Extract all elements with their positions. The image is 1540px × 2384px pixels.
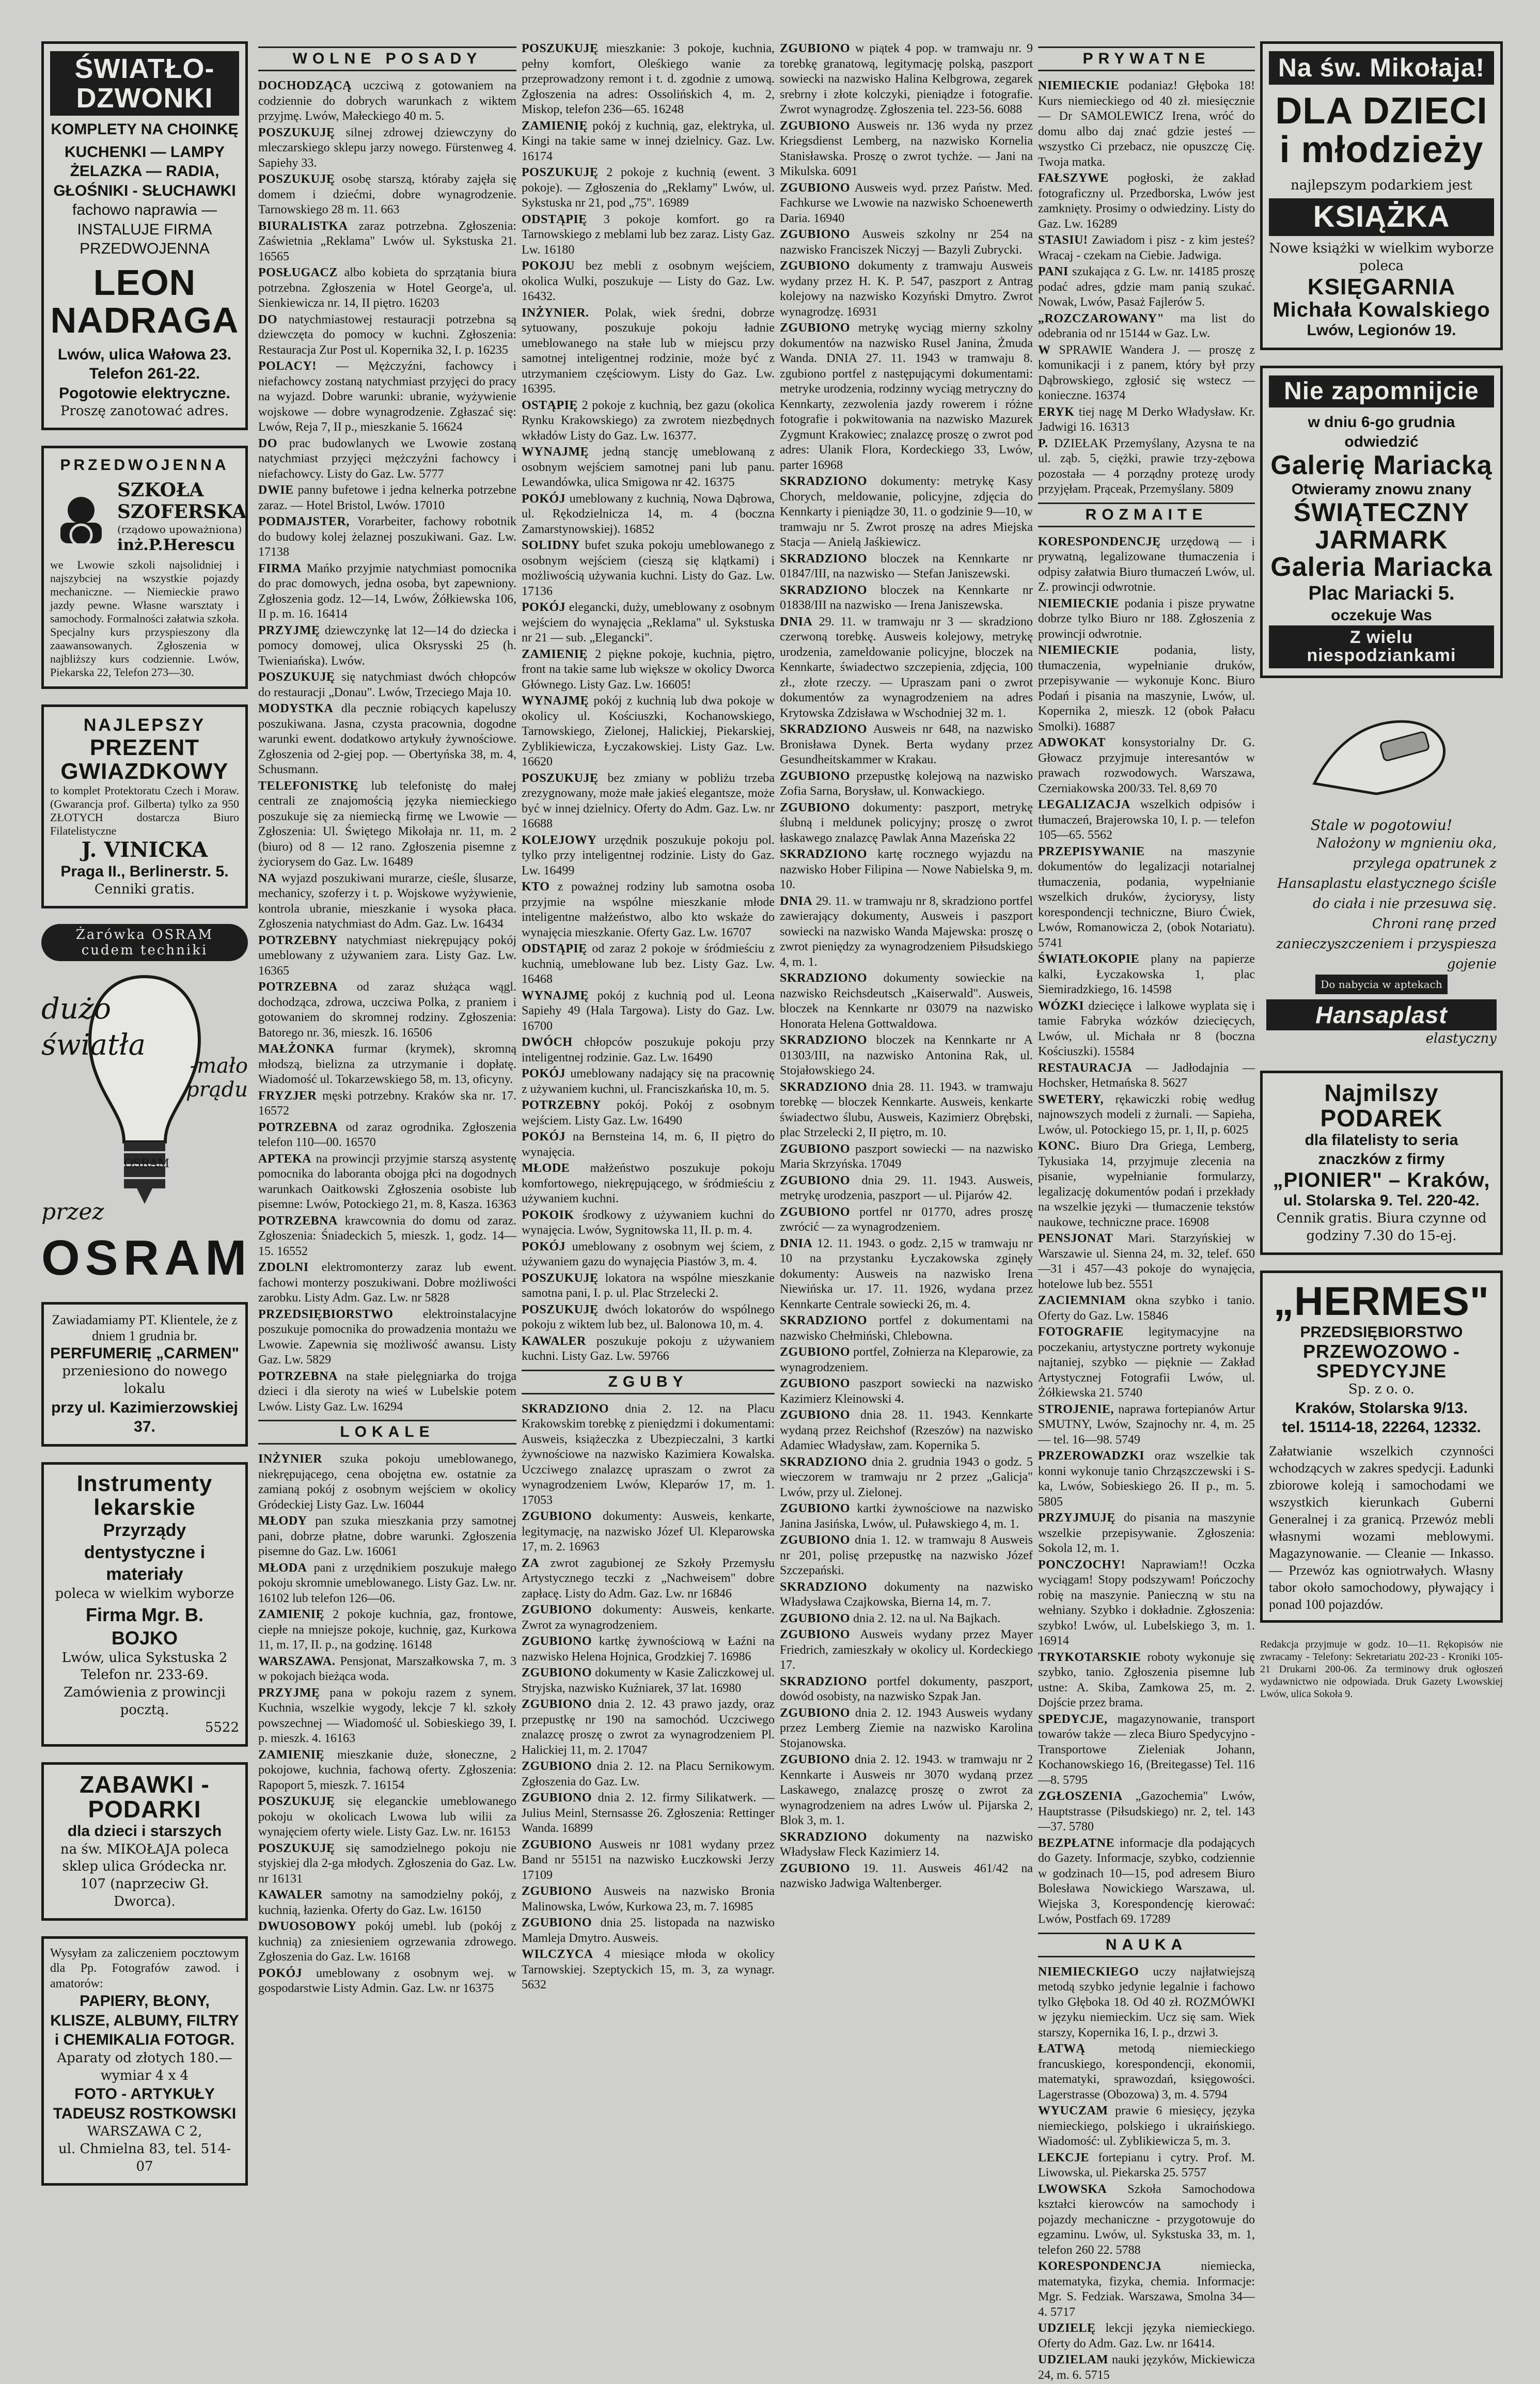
ad-mariacka-body: w dniu 6-go grudnia odwiedzić xyxy=(1308,414,1455,450)
ad-hansaplast-slogan: Stale w pogotowiu! xyxy=(1310,817,1453,834)
classified-ad: WYNAJMĘ jedną stancję umeblowaną z osobnym wejściem samotnej pani lub panu. Lewandówka, ulica Smigowa nr 42. 16375 xyxy=(522,445,775,489)
ad-bojko xyxy=(41,1462,248,1747)
classified-ad: INŻYNIER szuka pokoju umeblowanego, niekrępującego, cena obojętna ew. ostatnie za zamianą pokój z osobnym wejściem w okolicy Gródeckiej Listy Gaz. Lw. 16044 xyxy=(258,1452,516,1512)
classified-ad: DWUOSOBOWY pokój umebl. lub (pokój z kuchnią) za zniesieniem ogrzewania zdrowego. Zgłoszenia do Gaz. Lw. 16168 xyxy=(258,1920,516,1964)
classified-ad: W SPRAWIE Wandera J. — proszę z komunikacji i z panem, który był przy Dąbrowskiego, zgłosić się wstecz — konieczne. 16374 xyxy=(1038,343,1255,402)
ad-nadraga-service: fachowo naprawia — INSTALUJE FIRMA PRZEDWOJENNA xyxy=(72,201,217,258)
classified-ad: ZGUBIONO dokumenty: Ausweis, kenkarte. Zwrot za wynagrodzeniem. xyxy=(522,1603,775,1632)
classified-ad: POKOIK środkowy z używaniem kuchni do wynajęcia. Lwów, Sygnitowska 11, II. p. m. 4. xyxy=(522,1208,775,1237)
classified-ad: POKÓJ umeblowany nadający się na pracownię z używaniem kuchni, ul. Franciszkańska 10, m. 5. xyxy=(522,1067,775,1096)
ad-vinicka-top: NAJLEPSZY xyxy=(83,715,206,735)
classified-ad: FIRMA Mańko przyjmie natychmiast pomocnika do prac domowych, jedna osoba, byt zapewniony. Zgłoszenia godz. 12—14, Lwów, Żółkiewska 106, II p. m. 16. 16414 xyxy=(258,561,516,621)
ad-mariacka-address: Plac Mariacki 5. xyxy=(1308,582,1455,604)
classified-ad: ZGUBIONO Ausweis wyd. przez Państw. Med. Fachkurse we Lwowie na nazwisko Schoenewerth Daria. 16940 xyxy=(780,181,1033,225)
classified-ad: POSZUKUJĘ się natychmiast dwóch chłopców do restauracji „Donau". Lwów, Trzeciego Maja 10. xyxy=(258,670,516,699)
section-heading-zguby: ZGUBY xyxy=(522,1370,775,1394)
classified-ad: NIEMIECKIE podania, listy, tłumaczenia, wypełnianie druków, przepisywanie — wykonuje Konc. Biuro Podań i pisania na maszynie, Lwów, ul. Kopernika 2, mieszk. 12 (obok Pałacu Smolki). 16887 xyxy=(1038,644,1255,733)
classified-ad: SKRADZIONO dokumenty sowieckie na nazwisko Reichsdeutsch „Kaiserwald". Ausweis, bloczek na Kennkarte nr 03079 na nazwisko Honorata Helena Gottwaldowa. xyxy=(780,971,1033,1031)
classified-ad: PONCZOCHY! Naprawiam!! Oczka wyciągam! Stopy podszywam! Pończochy robię na maszynie. Panieczną w stu na wełniany. Szybko i dokładnie. Zgłoszenia: szybko! Lwów, ul. Lubelskiego 3, m. 1. 16914 xyxy=(1038,1558,1255,1648)
ad-bojko-firm: Firma Mgr. B. BOJKO xyxy=(85,1604,204,1649)
ad-osram-bulb-label: OSRAM xyxy=(124,1157,170,1170)
classified-ad: POSZUKUJĘ osobę starszą, któraby zajęła się domem i dziećmi, dobre wynagrodzenie. Tarnowskiego 28 m. 11. 663 xyxy=(258,172,516,216)
ad-hermes-address: Kraków, Stolarska 9/13. xyxy=(1295,1399,1468,1417)
classifieds-list xyxy=(522,1402,775,1993)
classifieds-list xyxy=(1038,1965,1255,2383)
classified-ad: ZGŁOSZENIA „Gazochemia" Lwów, Hauptstrasse (Piłsudskiego) nr. 2, tel. 143—37. 5780 xyxy=(1038,1790,1255,1833)
classified-ad: WYUCZAM prawie 6 miesięcy, języka niemieckiego, polskiego i ukraińskiego. Wiadomość: ul. Zyblikiewicza 5, m. 3. xyxy=(1038,2104,1255,2148)
classified-ad: BIURALISTKA zaraz potrzebna. Zgłoszenia: Zaświetnia „Reklama" Lwów ul. Sykstuska 21. 16565 xyxy=(258,219,516,263)
classified-ad: LEKCJE fortepianu i cytry. Prof. M. Liwowska, ul. Piekarska 25. 5757 xyxy=(1038,2151,1255,2179)
left-ads-column xyxy=(41,41,252,2201)
steering-wheel-icon xyxy=(50,484,112,548)
classified-ad: SWETERY, rękawiczki robię według najnowszych modeli z żurnali. — Sapieha, Lwów, ul. Potockiego 15, pr. 1, II, p. 6025 xyxy=(1038,1092,1255,1137)
ad-hermes-body: Załatwianie wszelkich czynności wchodzących w zakres spedycji. Ładunki zbiorowe koleją i samochodami we wszystkich kierunkach Guberni Generalnej i za granicą. Przewóz mebli własnymi wozami meblowymi. Magazynowanie. — Cleanie — Inkasso. — Przewóz kas ogniotrwałych. Własny tabor około samochodowy, pływający i ponad 100 pojazdów. xyxy=(1269,1443,1494,1612)
classified-ad: ZGUBIONO metrykę wyciąg mierny szkolny dokumentów na nazwisko Rusel Janina, Żmuda Wanda. DNIA 27. 11. 1943 w tramwaju 8. zgubiono portfel z następującymi dokumentami: metryke urodzenia, rodzinny wyciąg metryczny do Kennkarty, zezwolenia jazdy rowerem i różne fotografie i pokwitowania na nazwisko Mazurek Zygmunt Krakowiec; znalazcę proszę o zwrot pod adres: Ulanik Flora, Kordeckiego 33, Lwów, parter 16968 xyxy=(780,321,1033,472)
classified-ad: PANI szukająca z G. Lw. nr. 14185 proszę podać adres, gdzie mam panią szukać. Nowak, Lwów, Pasaż Fajlerów 5. xyxy=(1038,265,1255,309)
classified-ad: ZGUBIONO dnia 2. 12. firmy Silikatwerk. — Julius Meinl, Sternsasse 26. Zgłoszenia: Rettinger Wanda. 16899 xyxy=(522,1791,775,1835)
ad-zabawki-body: na św. MIKOŁAJA poleca sklep ulica Gródecka nr. 107 (naprzeciw Gł. Dworca). xyxy=(60,1841,229,1910)
classified-ad: WÓZKI dziecięce i lalkowe wyplata się i tamie Fabryka wózków dziecięcych, Lwów, ul. Michała nr 8 (boczna Kościuszki). 15584 xyxy=(1038,999,1255,1058)
classified-ad: SKRADZIONO dokumenty: metrykę Kasy Chorych, meldowanie, policyjne, zdjęcia do Kennkarty i pieniądze 30, 11. o godzinie 9—10, w tramwaju nr 5. Zwrot proszę na adres Miejska Stacja — Anielą Jaśkiewicz. xyxy=(780,475,1033,549)
classified-ad: POSZUKUJĘ 2 pokoje z kuchnią (ewent. 3 pokoje). — Zgłoszenia do „Reklamy" Lwów, ul. Sykstuska nr 21, pod „75". 16989 xyxy=(522,166,775,210)
classified-ad: DOCHODZĄCĄ uczciwą z gotowaniem na codziennie do dobrych warunkach z wiktem przyjmę. Lwów, Małeckiego 40 m. 5. xyxy=(258,79,516,123)
classified-ad: DWIE panny bufetowe i jedna kelnerka potrzebne zaraz. — Hotel Bristol, Lwów. 17010 xyxy=(258,483,516,512)
classified-ad: SKRADZIONO portfel z dokumentami na nazwisko Chełmiński, Chlebowna. xyxy=(780,1314,1033,1343)
classified-ad: SKRADZIONO bloczek na Kennkarte nr 01847/III, na nazwisko — Stefan Janiszewski. xyxy=(780,552,1033,581)
ad-mikolaj-shop: KSIĘGARNIA xyxy=(1307,274,1456,300)
classified-ad: NIEMIECKIE podaniaz! Głęboka 18! Kurs niemieckiego od 40 zł. miesięcznie — Dr SAMOLEWICZ Irena, wróć do domu albo daj znać gdzie jesteś — wszystko Ci przebacz, nie opuszczę Cię. Twoja matka. xyxy=(1038,79,1255,169)
classified-ad: ZGUBIONO Ausweis wydany przez Mayer Friedrich, zamieszkały w okolicy ul. Kordeckiego 17. xyxy=(780,1628,1033,1672)
classified-ad: PRZEROWADZKI oraz wszelkie tak konni wykonuje tanio Chrząszczewski i S-ka, Lwów, Sobieskiego 26. II p., m. 5. 5805 xyxy=(1038,1449,1255,1509)
section-heading-prywatne: PRYWATNE xyxy=(1038,46,1255,71)
classified-ad: POTRZEBNA od zaraz ogrodnika. Zgłoszenia telefon 110—00. 16570 xyxy=(258,1120,516,1149)
ad-nadraga xyxy=(41,41,248,430)
classified-ad: ZGUBIONO Ausweis nr 1081 wydany przez Band nr 55151 na nazwisko Łuczkowski Jerzy 17109 xyxy=(522,1838,775,1882)
ad-mikolaj-owner: Michała Kowalskiego xyxy=(1272,299,1490,322)
classified-ad: ZAMIENIĘ 2 pokoje kuchnia, gaz, frontowe, ciepłe na mniejsze pokoje, kuchnię, gaz, Kurkowa 11, m. 17, II. p., na godzinę. 16148 xyxy=(258,1608,516,1652)
classified-ad: PRZEDSIĘBIORSTWO elektroinstalacyjne poszukuje pomocnika do prowadzenia montażu we Lwowie. Zapewnia się możliwość awansu. Listy Gaz. Lw. 5829 xyxy=(258,1307,516,1367)
ad-nadraga-subtitle: KOMPLETY NA CHOINKĘ xyxy=(51,121,239,138)
classified-ad: TRYKOTARSKIE roboty wykonuje się szybko, tanio. Zgłoszenia pisemne lub ustne: A. Skiba, Zamkowa 25, m. 2. Dojście przez brama. xyxy=(1038,1650,1255,1709)
classified-ad: ERYK tiej nagę M Derko Władysław. Kr. Jadwigi 16. 16313 xyxy=(1038,405,1255,434)
classified-ad: POKÓJ elegancki, duży, umeblowany z osobnym wejściem do wynajęcia „Reklama" ul. Sykstuska nr 21 — sub. „Elegancki". xyxy=(522,601,775,645)
classified-ad: DO prac budowlanych we Lwowie zostaną natychmiast przyjęci mężczyźni fachowcy i niefachowcy. Listy do Gaz. Lw. 5777 xyxy=(258,436,516,481)
ad-mikolaj-title: Na św. Mikołaja! xyxy=(1269,51,1494,85)
classified-ad: ŚWIATŁOKOPIE plany na papierze kalki, Łyczakowska 1, plac Siemiradzkiego, 16. 14598 xyxy=(1038,952,1255,996)
classified-ad: KTO z poważnej rodziny lub samotna osoba przyjmie na wspólne mieszkanie młode inteligentne małżeństwo, albo kto wskaże do wynajęcia mieszkanie. Oferty Gaz. Lw. 16707 xyxy=(522,880,775,939)
classified-ad: ZGUBIONO Ausweis na nazwisko Bronia Malinowska, Lwów, Kurkowa 23, m. 7. 16985 xyxy=(522,1885,775,1914)
classified-ad: SKRADZIONO bloczek na Kennkarte nr A 01303/III, na nazwisko Antonina Rak, ul. Stojałowskiego 24. xyxy=(780,1033,1033,1077)
ad-osram-banner: Żarówka OSRAM cudem techniki xyxy=(41,924,248,961)
classified-ad: PODMAJSTER, Vorarbeiter, fachowy robotnik do budowy kolej żelaznej poszukiwani. Gaz. Lw. 17138 xyxy=(258,515,516,559)
ad-mariacka-body2: Otwieramy znowu znany xyxy=(1291,480,1472,498)
classified-ad: PENSJONAT Mari. Starzyńskiej w Warszawie ul. Sienna 24, m. 32, telef. 650—31 i 457—43 pokoje do wynajęcia, hotelowe lub bez. 5551 xyxy=(1038,1232,1255,1291)
classifieds-list xyxy=(1038,79,1255,497)
classified-ad: SKRADZIONO dnia 28. 11. 1943. w tramwaju torebkę — bloczek Kennkarte. Ausweis, kenkarte świadectwo ślubu, Ausweis, Kazimierz Obrębski, plac Strzelecki 2, II piętro, m. 10. xyxy=(780,1080,1033,1139)
classified-ad: OSTĄPIĘ 2 pokoje z kuchnią, bez gazu (okolica Rynku Krakowskiego) za zwrotem niezbędnych wkładów Listy do Gaz. Lw. 16377. xyxy=(522,398,775,443)
classified-ad: ZGUBIONO portfel, Zołnierza na Kleparowie, za wynagrodzeniem. xyxy=(780,1345,1033,1374)
classified-ad: KONC. Biuro Dra Griega, Lemberg, Tykusiaka 14, przyjmuje zlecenia na pisanie, wypełnianie formularzy, legalizację dokumentów podań i przekłady na wszelkie języki — tłumaczenie tekstów naukowe, techniczne prace. 16908 xyxy=(1038,1139,1255,1229)
ad-pionier-title: Najmilszy PODAREK xyxy=(1320,1079,1443,1132)
ad-vinicka-firm: J. VINICKA xyxy=(81,837,208,862)
ad-rostkowski-items: PAPIERY, BŁONY, KLISZE, ALBUMY, FILTRY i CHEMIKALIA FOTOGR. xyxy=(50,1993,239,2049)
classified-ad: ZGUBIONO kartki żywnościowe na nazwisko Janina Jasińska, Lwów, ul. Puławskiego 4, m. 1. xyxy=(780,1502,1033,1531)
ad-hermes xyxy=(1260,1271,1503,1623)
ad-hansaplast xyxy=(1260,694,1503,1055)
column-zguby xyxy=(780,41,1033,1893)
ad-bojko-num: 5522 xyxy=(205,1719,239,1735)
section-heading-lokale: LOKALE xyxy=(258,1420,516,1445)
classified-ad: STROJENIE, naprawa fortepianów Artur SMUTNY, Lwów, Szajnochy nr. 4, m. 25 — tel. 16—98. 5749 xyxy=(1038,1402,1255,1447)
ad-osram xyxy=(41,924,252,1287)
ad-hansaplast-badge: Do nabycia w aptekach xyxy=(1315,975,1447,994)
classified-ad: NIEMIECKIEGO uczy najłatwiejszą metodą szybko jedynie legalnie i fachowo tylko Głęboka 18. Od 40 zł. ROZMÓWKI w języku niemieckim. Ucz się sam. Wiek starszy, Kopernika 16, I. p., drzwi 3. xyxy=(1038,1965,1255,2040)
classified-ad: SPEDYCJE, magazynowanie, transport towarów także — zleca Biuro Spedycyjno - Transportowe Zieleniak Johann, Kochanowskiego 16, (Breitegasse) Tel. 116—8. 5795 xyxy=(1038,1712,1255,1787)
ad-rostkowski-body: Wysyłam za zaliczeniem pocztowym dla Pp. Fotografów zawod. i amatorów: xyxy=(50,1946,239,1990)
classified-ad: FRYZJER męski potrzebny. Kraków ska nr. 17. 16572 xyxy=(258,1089,516,1118)
ad-hansaplast-brand: Hansaplast xyxy=(1266,999,1497,1030)
ad-hermes-title: „HERMES" xyxy=(1274,1278,1489,1324)
ad-hansaplast-brand-sub: elastyczny xyxy=(1425,1031,1497,1047)
classified-ad: POKÓJ umeblowany z osobnym wej ściem, z używaniem gazu do wynajęcia Piastów 3, m. 4. xyxy=(522,1240,775,1268)
classified-ad: MODYSTKA dla pecznie robiących kapeluszy poszukiwana. Jasna, czysta pracownia, dogodne warunki ewent. dodatkowo artykuły żywnościowe. Zgłoszenia od 2-giej pop. — Obertyńska 38, m. 4, Schusmann. xyxy=(258,702,516,776)
classified-ad: ODSTĄPIĘ od zaraz 2 pokoje w śródmieściu z kuchnią, umeblowane lub bez. Listy Gaz. Lw. 16468 xyxy=(522,942,775,986)
classified-ad: POTRZEBNA od zaraz służąca wągl. dochodząca, zdrowa, uczciwa Polka, z praniem i gotowaniem do skromnej rodziny. Zgłoszenia: Batorego nr. 36, mieszk. 16. 16506 xyxy=(258,980,516,1040)
ad-pionier-body: dla filatelisty to seria znaczków z firmy xyxy=(1305,1131,1458,1168)
ad-rostkowski-firm1: FOTO - ARTYKUŁY xyxy=(74,2085,215,2103)
ad-hermes-sub2: PRZEWOZOWO - SPEDYCYJNE xyxy=(1303,1341,1460,1382)
classified-ad: ODSTĄPIĘ 3 pokoje komfort. go ra Tarnowskiego z meblami lub bez zaraz. Listy Gaz. Lw. 16180 xyxy=(522,212,775,257)
classified-ad: MŁODE małżeństwo poszukuje pokoju komfortowego, niekrępującego, w śródmieściu z używaniem kuchni. xyxy=(522,1162,775,1205)
ad-osram-przez: przez xyxy=(41,1198,104,1225)
ad-carmen-address: przy ul. Kazimierzowskiej 37. xyxy=(51,1399,238,1436)
ad-szkola-body: we Lwowie szkoli najsolidniej i najszybciej na wszystkie pojazdy mechaniczne. — Niemieckie prawo jazdy pewne. Własne warsztaty i samochody. Formalności załatwia szkoła. Specjalny kurs przyspieszony dla zaawansowanych. Zgłoszenia w najbliższy kurs codziennie. Lwów, Piekarska 22, Telefon 273—30. xyxy=(50,558,239,679)
classified-ad: SKRADZIONO portfel dokumenty, paszport, dowód osobisty, na nazwisko Szpak Jan. xyxy=(780,1674,1033,1703)
classified-ad: TELEFONISTKĘ lub telefonistę do małej centrali ze znajomością języka niemieckiego poszukuje się za niemiecką firmę we Lwowie — Zgłoszenia: Ul. Świętego Mikołaja nr. 11, m. 2 (biuro) od 8 — 12 rano. Zgłoszenia pisemne z życiorysem do Gaz. Lw. 16489 xyxy=(258,779,516,869)
imprint: Redakcja przyjmuje w godz. 10—11. Rękopisów nie zwracamy - Telefony: Sekretariatu 202-23 - Kroniki 105-21 Drukarni 200-06. Za terminowy druk ogłoszeń wydawnictwo nie odpowiada. Druk Gazety Lwowskiej Lwów, ulica Sokoła 9. xyxy=(1260,1638,1503,1700)
classified-ad: ZGUBIONO dnia 25. listopada na nazwisko Mamleja Dmytro. Ausweis. xyxy=(522,1916,775,1945)
ad-rostkowski xyxy=(41,1936,248,2186)
classified-ad: „ROZCZAROWANY" ma list do odebrania od nr 15144 w Gaz. Lw. xyxy=(1038,311,1255,340)
ad-osram-line2: światła xyxy=(41,1028,146,1062)
ad-mikolaj-title2: DLA DZIECI i młodzieży xyxy=(1275,90,1488,171)
ad-mikolaj-body: najlepszym podarkiem jest xyxy=(1291,177,1472,193)
classified-ad: NA wyjazd poszukiwani murarze, cieśle, ślusarze, mechanicy, szoferzy i t. p. Wojskowe wyżywienie, kontrola ubranie, mieszkanie i wysoka płaca. Zgłoszenia natychmiast do Adm. Gaz. Lw. 16434 xyxy=(258,871,516,931)
ad-carmen xyxy=(41,1302,248,1447)
classified-ad: POTRZEBNY pokój. Pokój z osobnym wejściem. Listy Gaz. Lw. 16490 xyxy=(522,1099,775,1127)
classified-ad: DWÓCH chłopców poszukuje pokoju przy inteligentnej rodzinie. Gaz. Lw. 16490 xyxy=(522,1036,775,1064)
classified-ad: POSZUKUJĘ się samodzielnego pokoju nie styjskiej dla 2-ga młodych. Zgłoszenia do Gaz. Lw. nr 16131 xyxy=(258,1841,516,1886)
ad-hermes-sub3: Sp. z o. o. xyxy=(1348,1381,1415,1397)
classified-ad: POSZUKUJĘ mieszkanie: 3 pokoje, kuchnia, pełny komfort, Oleśkiego wanie za przeprowadzony remont i t. d. zgodnie z umową. Zgłoszenia na adres: Ossolińskich 4, m. 2, Miskop, telefon 236—65. 16248 xyxy=(522,42,775,116)
classified-ad: SOLIDNY bufet szuka pokoju umeblowanego z osobnym wejściem (cieszą się klątkami) i możliwością używania kuchni. Listy do Gaz. Lw. 17136 xyxy=(522,539,775,598)
classified-ad: ZGUBIONO dokumenty w Kasie Zaliczkowej ul. Stryjska, nazwisko Kuźniarek, 37 lat. 16980 xyxy=(522,1666,775,1695)
ad-vinicka-address: Praga II., Berlinerstr. 5. xyxy=(60,862,229,880)
classified-ad: ZGUBIONO dnia 2. 12. 1943 Ausweis wydany przez Lemberg Ziemie na nazwisko Karolina Stojanowska. xyxy=(780,1706,1033,1750)
classified-ad: ŁATWĄ metodą niemieckiego francuskiego, korespondencji, ekonomii, matematyki, sprawozdań, księgowości. Lagerstrasse (Obozowa) 3, m. 4. 5794 xyxy=(1038,2042,1255,2101)
classified-ad: ZGUBIONO paszport sowiecki — na nazwisko Maria Skrzyńska. 17049 xyxy=(780,1142,1033,1171)
ad-mariacka-note: oczekuje Was xyxy=(1331,607,1432,624)
classifieds-list xyxy=(780,41,1033,1892)
ad-mariacka-note2: Z wielu niespodziankami xyxy=(1269,625,1494,668)
classified-ad: FAŁSZYWE pogłoski, że zakład fotograficzny ul. Przedborska, Lwów jest zamknięty. Prosimy o odwiedziny. Listy do Gaz. Lw. 16289 xyxy=(1038,171,1255,231)
classified-ad: DNIA 29. 11. w tramwaju nr 8, skradziono portfel zawierający dokumenty, Ausweis i paszport sowiecki na nazwisko Wanda Majewska: proszę o zwrot pieniędzy za wynagrodzeniem Piłsudskiego 4, m. 1. xyxy=(780,894,1033,969)
classified-ad: ZAMIENIĘ 2 piękne pokoje, kuchnia, piętro, front na takie same lub większe w okolicy Dworca Głównego. Listy Gaz. Lw. 16605! xyxy=(522,647,775,692)
ad-osram-line1: dużo xyxy=(41,992,112,1026)
ad-vinicka-body: to komplet Protektoratu Czech i Moraw. (Gwarancja prof. Gilberta) tylko za 950 ZŁOTYCH dostarcza Biuro Filatelistyczne xyxy=(50,783,239,837)
ad-vinicka xyxy=(41,704,248,908)
classified-ad: PRZYJMĘ pana w pokoju razem z synem. Kuchnia, wszelkie wygody, lekcje 7 kl. szkoły powszechnej — Wiadomość ul. Sobieskiego 39, I. p. mieszk. 4. 16163 xyxy=(258,1686,516,1745)
hand-bandage-icon xyxy=(1304,701,1459,817)
ad-mikolaj-body2: Nowe książki w wielkim wyborze poleca xyxy=(1269,241,1494,274)
section-heading-rozmaite: ROZMAITE xyxy=(1038,503,1255,527)
classified-ad: WARSZAWA. Pensjonat, Marszałkowska 7, m. 3 w pokojach bieżąca woda. xyxy=(258,1654,516,1683)
classifieds-list xyxy=(1038,535,1255,1927)
classified-ad: POSZUKUJĘ silnej zdrowej dziewczyny do mleczarskiego sklepu jarzy nowego. Fürstenweg 4. Sapiehy 33. xyxy=(258,126,516,170)
ad-szkola-owner: inż.P.Herescu xyxy=(117,536,235,554)
classified-ad: POSŁUGACZ albo kobieta do sprzątania biura potrzebna. Zgłoszenia w Hotel George'a, ul. Sienkiewicza nr. 14, II piętro. 16203 xyxy=(258,266,516,310)
classified-ad: SKRADZIONO dokumenty na nazwisko Władysława Czajkowska, Bierna 14, m. 7. xyxy=(780,1580,1033,1609)
classified-ad: POSZUKUJĘ bez zmiany w pobliżu trzeba zrezygnowany, może małe jakieś elegantsze, może być w innej dzielnicy. Oferty do Adm. Gaz. Lw. nr 16688 xyxy=(522,771,775,830)
ad-osram-brand: OSRAM xyxy=(41,1230,252,1285)
classified-ad: ZGUBIONO Ausweis szkolny nr 254 na nazwisko Franciszek Niczyj — Bazyli Zubrycki. xyxy=(780,228,1033,257)
classified-ad: POSZUKUJĘ lokatora na wspólne mieszkanie samotna pani, I. p. ul. Plac Strzelecki 2. xyxy=(522,1271,775,1300)
classified-ad: POKÓJ na Bernsteina 14, m. 6, II piętro do wynajęcia. xyxy=(522,1130,775,1159)
classified-ad: POSZUKUJĘ dwóch lokatorów do wspólnego pokoju z wiktem lub bez, ul. Balonowa 10, m. 4. xyxy=(522,1303,775,1331)
classified-ad: ZAMIENIĘ pokój z kuchnią, gaz, elektryka, ul. Kingi na takie same w innej dzielnicy. Gaz. Lw. 16174 xyxy=(522,119,775,163)
classified-ad: LWOWSKA Szkoła Samochodowa kształci kierowców na samochody i pojazdy mechaniczne - przygotowuje do egzaminu. Lwów, ul. Sykstuska 33, m. 1, telefon 260 22. 5788 xyxy=(1038,2182,1255,2257)
ad-carmen-body2: przeniesiono do nowego lokalu xyxy=(62,1363,227,1397)
classified-ad: SKRADZIONO Ausweis nr 648, na nazwisko Bronisława Dynek. Berta wydany przez Gesundheitskammer w Krakau. xyxy=(780,723,1033,766)
classified-ad: ZGUBIONO dnia 29. 11. 1943. Ausweis, metrykę urodzenia, paszport — ul. Pijarów 42. xyxy=(780,1173,1033,1202)
classified-ad: MŁODY pan szuka mieszkania przy samotnej pani, dobrze płatne, dobre warunki. Zgłoszenia pisemne do Gaz. Lw. 16061 xyxy=(258,1514,516,1558)
ad-pionier xyxy=(1260,1071,1503,1255)
column-lokale xyxy=(522,41,775,1994)
ad-zabawki-title: ZABAWKI - PODARKI xyxy=(80,1770,210,1823)
ad-mariacka xyxy=(1260,366,1503,678)
classified-ad: DO natychmiastowej restauracji potrzebna są dziewczęta do pomocy w kuchni. Zgłoszenia: Restauracja Zur Post ul. Kopernika 32, I. p. 16235 xyxy=(258,312,516,357)
classified-ad: SKRADZIONO kartę rocznego wyjazdu na nazwisko Hober Filipina — Nowe Nabielska 9, m. 10. xyxy=(780,848,1033,891)
classified-ad: ZGUBIONO dnia 2. 12. na ul. Na Bajkach. xyxy=(780,1611,1001,1625)
classified-ad: NIEMIECKIE podania i pisze prywatne dobrze tylko Biuro nr 188. Zgłoszenia z prowincji odwrotnie. xyxy=(1038,597,1255,641)
classified-ad: WILCZYCA 4 miesiące młoda w okolicy Tarnowskiej. Szeptyckich 15, m. 3, za wynagr. 5632 xyxy=(522,1948,775,1991)
ad-szkola-title: SZKOŁA SZOFERSKA xyxy=(117,479,247,523)
right-ads-column xyxy=(1260,41,1503,1700)
classified-ad: UDZIELAM nauki języków, Mickiewicza 24, m. 6. 5715 xyxy=(1038,2353,1255,2382)
classified-ad: UDZIELĘ lekcji języka niemieckiego. Oferty do Adm. Gaz. Lw. nr 16414. xyxy=(1038,2322,1255,2350)
classified-ad: POTRZEBNA na stałe pielęgniarka do trojga dzieci i dla sieroty na wieś w Lubelskie potem Lwów. Listy Gaz. Lw. 16294 xyxy=(258,1369,516,1414)
ad-vinicka-note: Cenniki gratis. xyxy=(94,882,195,898)
ad-zabawki xyxy=(41,1762,248,1921)
classified-ad: DNIA 29. 11. w tramwaju nr 3 — skradziono czerwoną torebkę. Ausweis kolejowy, metrykę urodzenia, zameldowanie policyjne, bloczek na Kennkarte, świadectwo szczepienia, zdjęcia, 100 zł., złote rzeczy. — Upraszam pani o zwrot dokumentów za wynagrodzeniem na adres Krytowska Zdzisława w Wschodniej 32 m. 1. xyxy=(780,615,1033,720)
ad-mikolaj xyxy=(1260,41,1503,350)
classified-ad: POKÓJ umeblowany z kuchnią, Nowa Dąbrowa, ul. Rękodzielnicza 14, m. 4 (boczna Zamarstynowskiej). 16852 xyxy=(522,492,775,536)
classifieds-list xyxy=(522,41,775,1364)
classified-ad: ZDOLNI elektromonterzy zaraz lub ewent. fachowi monterzy poszukiwani. Dobre możliwości zarobku. Listy Adm. Gaz. Lw. nr 5828 xyxy=(258,1261,516,1305)
classified-ad: ZGUBIONO dnia 28. 11. 1943. Kennkarte wydaną przez Reichshof (Rzeszów) na nazwisko Adamiec Władysław, zam. Kopernika 5. xyxy=(780,1408,1033,1452)
classified-ad: KOLEJOWY urzędnik poszukuje pokoju pol. tylko przy inteligentnej rodzinie. Listy do Gaz. Lw. 16499 xyxy=(522,833,775,877)
classified-ad: MŁODA pani z urzędnikiem poszukuje małego pokoju skromnie umeblowanego. Listy Gaz. Lw. nr. 16102 lub telefon 126—06. xyxy=(258,1561,516,1605)
classified-ad: WYNAJMĘ pokój z kuchnią lub dwa pokoje w okolicy ul. Kościuszki, Kochanowskiego, Tarnowskiego, Zielonej, Halickiej, Piekarskiej, Zyblikiewicza, Łyczakowskiej. Listy Gaz. Lw. 16620 xyxy=(522,694,775,768)
classified-ad: ZA zwrot zagubionej ze Szkoły Przemysłu Artystycznego teczki z „Nachweisem" dobre zapłacę. Listy do Adm. Gaz. Lw. nr 16846 xyxy=(522,1556,775,1601)
ad-mariacka-title: Nie zapomnijcie xyxy=(1269,375,1494,407)
classified-ad: APTEKA na prowincji przyjmie starszą asystentę pomocnika do laboranta obojga płci na dogodnych warunkach Oaitkowski Zgłoszenia osobiste lub pisemne: Lwów, Potockiego 21, m. 8, Kasza. 16363 xyxy=(258,1152,516,1211)
ad-nadraga-firm: LEON NADRAGA xyxy=(50,262,239,341)
classified-ad: STASIU! Zawiadom i pisz - z kim jesteś? Wracaj - czekam na Ciebie. Jadwiga. xyxy=(1038,233,1255,262)
ad-nadraga-title: ŚWIATŁO-DZWONKI xyxy=(50,51,239,116)
classified-ad: P. DZIEŁAK Przemyślany, Azysna te na ul. ząb. 5, ciężki, prawie trzy-zębowa pozostała — 4 porządny protezę urody przyjęłam. Prąceak, Przemyślany. 5809 xyxy=(1038,436,1255,496)
ad-mariacka-gallery: Galerię Mariacką xyxy=(1270,450,1492,481)
ad-carmen-body: Zawiadamiamy PT. Klientele, że z dniem 1 grudnia br. xyxy=(52,1312,238,1343)
classified-ad: RESTAURACJA — Jadłodajnia — Hochsker, Hetmańska 8. 5627 xyxy=(1038,1061,1255,1090)
classified-ad: ZGUBIONO dnia 2. 12. na Placu Sernikowym. Zgłoszenia do Gaz. Lw. xyxy=(522,1760,775,1789)
ad-rostkowski-firm: TADEUSZ ROSTKOWSKI xyxy=(53,2105,237,2122)
classified-ad: ZGUBIONO paszport sowiecki na nazwisko Kazimierz Kleinowski 4. xyxy=(780,1377,1033,1406)
classified-ad: PRZYJMĘ dziewczynkę lat 12—14 do dziecka i pomocy domowej, ulica Oksrysski 25 (h. Twieniańska). Lwów. xyxy=(258,623,516,668)
ad-hermes-sub: PRZEDSIĘBIORSTWO xyxy=(1300,1323,1463,1341)
classified-ad: ZGUBIONO dokumenty z tramwaju Ausweis wydany przez H. K. P. 547, paszport z Antrag kolejowy na nazwisko Kozyński Dmytro. Zwrot wynagrodzę. 16931 xyxy=(780,259,1033,319)
classified-ad: KORESPONDENCJĘ urzędową — i prywatną, legalizowane tłumaczenia i odpisy załatwia Biuro tłumaczeń Lwów, ul. Z. prowincji odwrotnie. xyxy=(1038,535,1255,594)
classified-ad: WYNAJMĘ pokój z kuchnią pod ul. Leona Sapiehy 49 (Hala Targowa). Listy do Gaz. Lw. 16700 xyxy=(522,989,775,1033)
column-prywatne xyxy=(1038,41,1255,2384)
classified-ad: SKRADZIONO dokumenty na nazwisko Władysław Fleck Kazimierz 14. xyxy=(780,1830,1033,1859)
classified-ad: INŻYNIER. Polak, wiek średni, dobrze sytuowany, poszukuje pokoju ładnie umeblowanego na stałe lub w miejscu przy samotnej inteligentnej rodzinie, może być z utrzymaniem częściowym. Listy do Gaz. Lw. 16395. xyxy=(522,306,775,396)
ad-bojko-body: poleca w wielkim wyborze xyxy=(55,1586,234,1602)
classified-ad: ZGUBIONO 19. 11. Ausweis 461/42 na nazwisko Jadwiga Waltenberger. xyxy=(780,1861,1033,1890)
classified-ad: ZGUBIONO Ausweis nr. 136 wyda ny przez Kriegsdienst Lemberg, na nazwisko Kornelia Stanisławska. Proszę o zwrot tychże. — Jani na Mikulska. 6091 xyxy=(780,119,1033,178)
ad-bojko-title: Instrumenty lekarskie xyxy=(76,1470,213,1520)
classifieds-list xyxy=(258,1452,516,1997)
classified-ad: SKRADZIONO dnia 2. 12. na Placu Krakowskim torebkę z pieniędzmi i dokumentami: Ausweis, książeczka z Ubezpieczalni, 3 kartki żywnościowe na nazwisko Kazimiera Kowalska. Uczciwego znalazcę upraszam o zwrot za wynagrodzeniem Lwów, Kleparów 17, m. 1. 17053 xyxy=(522,1402,775,1507)
ad-mariacka-gallery2: Galeria Mariacka xyxy=(1270,552,1492,583)
classified-ad: ZACIEMNIAM okna szybko i tanio. Oferty do Gaz. Lw. 15846 xyxy=(1038,1294,1255,1323)
ad-nadraga-address: Lwów, ulica Wałowa 23. Telefon 261-22. xyxy=(57,346,232,383)
ad-szkola-top: PRZEDWOJENNA xyxy=(60,457,229,474)
classified-ad: ZAMIENIĘ mieszkanie duże, słoneczne, 2 pokojowe, kuchnia, fachową oferty. Zgłoszenia: Rapoport 5, mieszk. 7. 16154 xyxy=(258,1748,516,1792)
section-heading-wolne-posady: WOLNE POSADY xyxy=(258,46,516,71)
ad-bojko-title2: Przyrządy dentystyczne i materiały xyxy=(84,1520,206,1585)
ad-bojko-address: Lwów, ulica Sykstuska 2 Telefon nr. 233-69. xyxy=(61,1650,228,1683)
ad-nadraga-items: KUCHENKI — LAMPY ŻELAZKA — RADIA, GŁOŚNIKI - SŁUCHAWKI xyxy=(53,143,236,199)
classified-ad: MAŁŻONKA furmar (krymek), skromną młodszą, bielizna za utrzymanie i dopłatę. Wiadomość ul. Tokarzewskiego 58, m. 13, oficyny. xyxy=(258,1042,516,1086)
ad-mariacka-fair2: JARMARK xyxy=(1315,525,1448,554)
classified-ad: KAWALER samotny na samodzielny pokój, z kuchnią, łazienka. Oferty do Gaz. Lw. 16150 xyxy=(258,1888,516,1917)
section-heading-nauka: NAUKA xyxy=(1038,1933,1255,1957)
ad-zabawki-sub: dla dzieci i starszych xyxy=(67,1823,222,1840)
ad-hansaplast-body: Nałożony w mgnieniu oka, przylega opatrunek z Hansaplastu elastycznego ściśle do ciała i nie przesuwa się. Chroni ranę przed zanieczyszczeniem i przyspiesza gojenie xyxy=(1276,836,1497,973)
classified-ad: PRZEPISYWANIE na maszynie dokumentów do legalizacji notarialnej tłumaczenia, podania, wypełnianie wszelkich druków, życiorysy, listy korespondencji techniczne, Biuro Ćwiek, Lwów, Romanowicza 2, (obok Notariatu). 5741 xyxy=(1038,844,1255,950)
classified-ad: FOTOGRAFIE legitymacyjne na poczekaniu, artystyczne portrety wykonuje najtaniej, szybko — pięknie — Zakład Artystycznej Fotografii Lwów, ul. Żółkiewska 21. 5740 xyxy=(1038,1325,1255,1400)
classified-ad: ADWOKAT konsystorialny Dr. G. Głowacz przyjmuje interesantów w prawach rozwodowych. Warszawa, Czerniakowska 200/33. Tel. 8,69 70 xyxy=(1038,736,1255,795)
ad-hermes-tel: tel. 15114-18, 22264, 12332. xyxy=(1282,1419,1481,1436)
column-wolne-posady xyxy=(258,41,516,1998)
classified-ad: POTRZEBNY natychmiast niekrępujący pokój umeblowany z używaniem zara. Listy Gaz. Lw. 16365 xyxy=(258,933,516,978)
ad-vinicka-title: PREZENT GWIAZDKOWY xyxy=(60,735,229,785)
ad-pionier-firm: „PIONIER" – Kraków, xyxy=(1272,1168,1490,1191)
classified-ad: KORESPONDENCJA niemiecka, matematyka, fizyka, chemia. Informacje: Mgr. S. Fedziak. Warszawa, Smolna 34—4. 5717 xyxy=(1038,2260,1255,2319)
ad-rostkowski-price: Aparaty od złotych 180.— wymiar 4 x 4 xyxy=(57,2050,232,2083)
classified-ad: POTRZEBNA krawcownia do domu od zaraz. Zgłoszenia: Śniadeckich 5, mieszk. 1, godz. 14—15. 16552 xyxy=(258,1214,516,1258)
ad-rostkowski-address: WARSZAWA C 2, ul. Chmielna 83, tel. 514-07 xyxy=(58,2124,231,2175)
classified-ad: ZGUBIONO portfel nr 01770, adres proszę zwrócić — za wynagrodzeniem. xyxy=(780,1205,1033,1234)
classified-ad: POSZUKUJĘ się eleganckie umeblowanego pokoju w okolicach Lwowa lub wilii za wynajęciem oferty wiele. Listy Gaz. Lw. nr. 16153 xyxy=(258,1795,516,1839)
ad-bojko-note: Zamówienia z prowincji pocztą. xyxy=(64,1685,226,1718)
classified-ad: KAWALER poszukuje pokoju z używaniem kuchni. Listy Gaz. Lw. 59766 xyxy=(522,1334,775,1363)
ad-szkola xyxy=(41,446,248,689)
classified-ad: ZGUBIONO dnia 2. 12. 1943. w tramwaju nr 2 Kennkarte i Ausweis nr 3070 wydaną przez Laskawego, znalazcę proszę o zwrot za wynagrodzeniem na adres Lwów ul. Pijarska 2, Blok 3, m. 1. xyxy=(780,1753,1033,1827)
classified-ad: BEZPŁATNE informacje dla podających do Gazety. Informacje, szybko, codziennie w godzinach 10—15, pod adresem Biuro Bolesława Nowickiego Warszawa, ul. Wiejska 3, Korespondencję kierować: Lwów, Postfach 69. 17289 xyxy=(1038,1836,1255,1926)
classified-ad: ZGUBIONO dnia 1. 12. w tramwaju 8 Ausweis nr 201, polisę przepustkę na nazwisko Józef Szczepański. xyxy=(780,1533,1033,1577)
ad-carmen-firm: PERFUMERIĘ „CARMEN" xyxy=(50,1344,239,1362)
ad-mariacka-fair1: ŚWIĄTECZNY xyxy=(1293,498,1470,527)
classified-ad: SKRADZIONO dnia 2. grudnia 1943 o godz. 5 wieczorem w tramwaju nr 2 przez „Galicja" Lwów, przy ul. Zielonej. xyxy=(780,1455,1033,1499)
classified-ad: DNIA 12. 11. 1943. o godz. 2,15 w tramwaju nr 10 na przystanku Łyczakowska zginęły dokumenty: Ausweis na nazwisko Irena Niewińska ur. 17. 11. 1926, wydana przez Kennkarte Centrale sowiecki 26, m. 4. xyxy=(780,1236,1033,1311)
classified-ad: ZGUBIONO dokumenty: paszport, metrykę ślubną i meldunek policyjny; proszę o zwrot łaskawego znalazcę Pawlak Anna Mazeńska 22 xyxy=(780,801,1033,845)
classified-ad: POKOJU bez mebli z osobnym wejściem, okolica Wulki, poszukuje — Listy do Gaz. Lw. 16432. xyxy=(522,259,775,303)
classified-ad: ZGUBIONO kartkę żywnościową w Łaźni na nazwisko Helena Hojnica, Grodzkiej 7. 16986 xyxy=(522,1635,775,1664)
classified-ad: ZGUBIONO w piątek 4 pop. w tramwaju nr. 9 torebkę granatową, legitymację polską, paszport sowiecki na nazwisko Halina Kelbgrowa, zegarek srebrny i złote kolczyki, pieniądze i fotografie. Zwrot wynagrodzę. Zgłoszenia tel. 223-56. 6088 xyxy=(780,42,1033,116)
classified-ad: ZGUBIONO dokumenty: Ausweis, kenkarte, legitymację, na nazwisko Józef Ul. Kleparowska 17, m. 2. 16963 xyxy=(522,1510,775,1554)
ad-osram-line3: -mało prądu xyxy=(186,1054,248,1102)
classified-ad: POLACY! — Mężczyźni, fachowcy i niefachowcy zostaną natychmiast przyjęci do pracy na wyjazd. Dobre warunki: ubranie, wyżywienie wojskowe — dobre wynagrodzenie. Zgłaszać się: Lwów, Reja 7, II p., mieszkanie 5. 16624 xyxy=(258,359,516,434)
classified-ad: ZGUBIONO dnia 2. 12. 43 prawo jazdy, oraz przepustkę nr 190 na samochód. Uczciwego znalazcę proszę o zwrot za wynagrodzeniem Pl. Halickiej 11, m. 2. 17047 xyxy=(522,1698,775,1757)
classified-ad: POKÓJ umeblowany z osobnym wej. w gospodarstwie Listy Admin. Gaz. Lw. nr 16375 xyxy=(258,1966,516,1995)
ad-mikolaj-address: Lwów, Legionów 19. xyxy=(1307,322,1456,339)
ad-szkola-sub: (rządowo upoważniona) xyxy=(117,523,242,536)
ad-pionier-address: ul. Stolarska 9. Tel. 220-42. xyxy=(1283,1191,1480,1209)
classified-ad: SKRADZIONO bloczek na Kennkarte nr 01838/III na nazwisko — Irena Janiszewska. xyxy=(780,583,1033,612)
ad-mikolaj-book: KSIĄŻKA xyxy=(1269,198,1494,236)
ad-nadraga-note: Proszę zanotować adres. xyxy=(60,403,229,419)
ad-nadraga-emergency: Pogotowie elektryczne. xyxy=(59,384,230,402)
classified-ad: ZGUBIONO przepustkę kolejową na nazwisko Zofia Sarna, Borysław, ul. Konwackiego. xyxy=(780,769,1033,798)
classifieds-list xyxy=(258,79,516,1415)
classified-ad: PRZYJMUJĘ do pisania na maszynie wszelkie przepisywanie. Zgłoszenia: Sokola 12, m. 1. xyxy=(1038,1511,1255,1555)
ad-pionier-note: Cennik gratis. Biura czynne od godziny 7.30 do 15-ej. xyxy=(1276,1211,1487,1244)
classified-ad: LEGALIZACJA wszelkich odpisów i tłumaczeń, Brajerowska 10, I. p. — telefon 105—65. 5562 xyxy=(1038,798,1255,842)
